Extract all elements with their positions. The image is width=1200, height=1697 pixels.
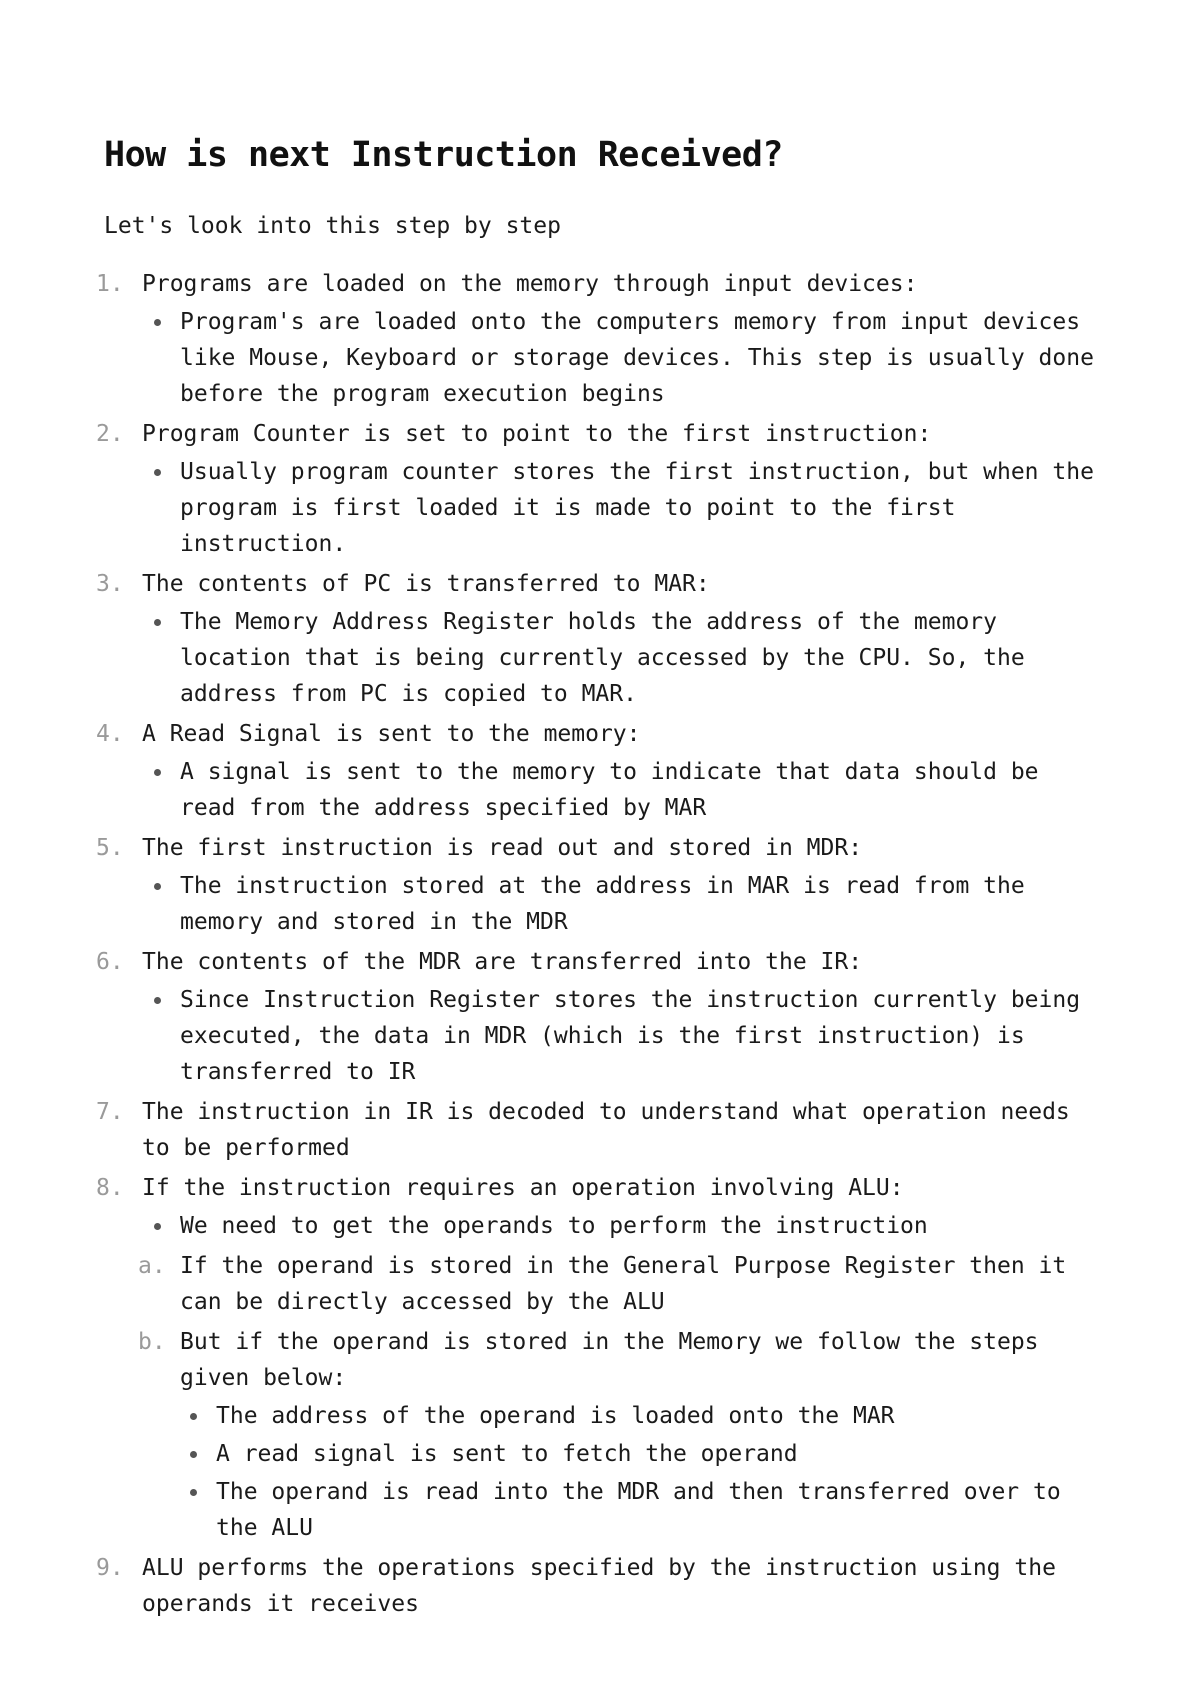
- step-bullet: [142, 604, 1104, 712]
- step-8: [96, 1170, 1104, 1546]
- document-page: [96, 130, 1104, 1626]
- step-1: [96, 266, 1104, 412]
- step-2: [96, 416, 1104, 562]
- step-bullet: [142, 304, 1104, 412]
- page-title: How is next Instruction Received?: [104, 135, 783, 175]
- step-text: A Read Signal is sent to the memory:: [142, 721, 641, 747]
- step-text: The contents of PC is transferred to MAR:: [142, 571, 710, 597]
- step-text: Program Counter is set to point to the first instruction:: [142, 421, 932, 447]
- step-text: The contents of the MDR are transferred into the IR:: [142, 949, 863, 975]
- step-number: 3.: [96, 571, 124, 597]
- step-number: 5.: [96, 835, 124, 861]
- step-text: The instruction in IR is decoded to understand what operation needs to be performed: [142, 1099, 1070, 1161]
- step-number: 4.: [96, 721, 124, 747]
- sub-bullet: [142, 1398, 1104, 1434]
- bullet-dot-icon: [154, 619, 161, 626]
- step-number: 9.: [96, 1555, 124, 1581]
- bullet-text: The Memory Address Register holds the address of the memory location that is being currently accessed by the CPU. So, the address from PC is copied to MAR.: [180, 609, 1025, 707]
- step-number: 6.: [96, 949, 124, 975]
- step-bullet: [142, 1208, 1104, 1244]
- bullet-text: The address of the operand is loaded onto the MAR: [216, 1403, 895, 1429]
- step-text: Programs are loaded on the memory through input devices:: [142, 271, 918, 297]
- step-text: The first instruction is read out and stored in MDR:: [142, 835, 863, 861]
- step-9: [96, 1550, 1104, 1622]
- sub-step-letter: a.: [138, 1253, 166, 1279]
- sub-step-b: [138, 1324, 1104, 1396]
- bullet-dot-icon: [154, 769, 161, 776]
- step-5: [96, 830, 1104, 940]
- sub-bullet: [142, 1474, 1104, 1546]
- bullet-dot-icon: [190, 1489, 197, 1496]
- bullet-dot-icon: [190, 1413, 197, 1420]
- step-bullet: [142, 868, 1104, 940]
- step-number: 7.: [96, 1099, 124, 1125]
- bullet-dot-icon: [154, 469, 161, 476]
- step-bullet: [142, 754, 1104, 826]
- step-6: [96, 944, 1104, 1090]
- bullet-text: A read signal is sent to fetch the operand: [216, 1441, 798, 1467]
- sub-step-text: If the operand is stored in the General Purpose Register then it can be directly accessed by the ALU: [180, 1253, 1067, 1315]
- step-4: [96, 716, 1104, 826]
- step-text: ALU performs the operations specified by the instruction using the operands it receives: [142, 1555, 1056, 1617]
- bullet-text: Program's are loaded onto the computers memory from input devices like Mouse, Keyboard or storage devices. This step is usually done before the program execution begins: [180, 309, 1094, 407]
- bullet-text: We need to get the operands to perform the instruction: [180, 1213, 928, 1239]
- step-number: 8.: [96, 1175, 124, 1201]
- sub-step-text: But if the operand is stored in the Memory we follow the steps given below:: [180, 1329, 1039, 1391]
- bullet-dot-icon: [154, 319, 161, 326]
- sub-bullet: [142, 1436, 1104, 1472]
- bullet-text: The instruction stored at the address in MAR is read from the memory and stored in the MDR: [180, 873, 1025, 935]
- step-number: 2.: [96, 421, 124, 447]
- step-number: 1.: [96, 271, 124, 297]
- bullet-text: Since Instruction Register stores the instruction currently being executed, the data in MDR (which is the first instruction) is transferred to IR: [180, 987, 1081, 1085]
- step-bullet: [142, 982, 1104, 1090]
- bullet-dot-icon: [154, 883, 161, 890]
- bullet-dot-icon: [154, 997, 161, 1004]
- bullet-dot-icon: [190, 1451, 197, 1458]
- step-text: If the instruction requires an operation involving ALU:: [142, 1175, 904, 1201]
- bullet-dot-icon: [154, 1223, 161, 1230]
- sub-step-a: [138, 1248, 1104, 1320]
- step-3: [96, 566, 1104, 712]
- step-bullet: [142, 454, 1104, 562]
- bullet-text: Usually program counter stores the first instruction, but when the program is first loaded it is made to point to the first instruction.: [180, 459, 1094, 557]
- step-7: [96, 1094, 1104, 1166]
- bullet-text: A signal is sent to the memory to indicate that data should be read from the address specified by MAR: [180, 759, 1039, 821]
- sub-step-letter: b.: [138, 1329, 166, 1355]
- bullet-text: The operand is read into the MDR and then transferred over to the ALU: [216, 1479, 1061, 1541]
- intro-text: Let's look into this step by step: [104, 213, 561, 239]
